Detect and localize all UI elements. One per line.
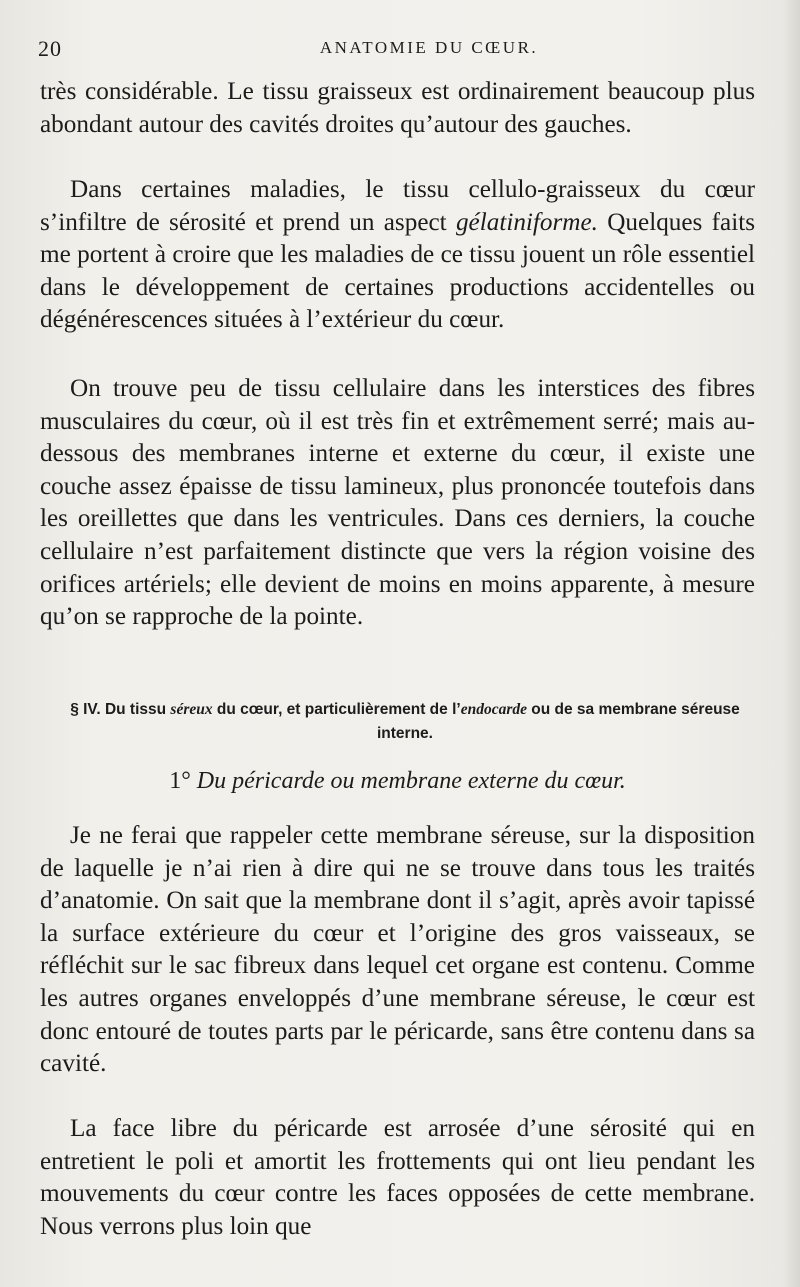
paragraph-5 <box>40 1113 755 1243</box>
paragraph-2-text-a: Dans certaines maladies, le tissu cellulo-graisseux du cœur s’infiltre de sérosité et prend un aspect <box>40 176 755 236</box>
paragraph-2-text-b: Quelques faits me portent à croire que les maladies de ce tissu jouent un rôle essentiel dans le développement de certaines productions accidentelles ou dégénérescences situées à l’extérieur du cœur. <box>40 208 755 334</box>
paragraph-4 <box>40 820 755 1081</box>
emphasis-gelatiniforme: gélatiniforme. <box>455 208 598 236</box>
page-number: 20 <box>38 36 62 61</box>
running-head: ANATOMIE DU CŒUR. <box>319 38 539 57</box>
page-header <box>38 36 760 66</box>
emphasis-endocarde: endocarde <box>460 701 527 718</box>
paragraph-1 <box>40 76 755 141</box>
paragraph-5-text: La face libre du péricarde est arrosée d’une sérosité qui en entretient le poli et amortit les frottements qui ont lieu pendant les mouvements du cœur contre les faces opposées de cette membrane. Nous verrons plus loin que <box>40 1115 755 1240</box>
paragraph-3-text: On trouve peu de tissu cellulaire dans les interstices des fibres musculaires du cœur, où il est très fin et extrêmement serré; mais au-dessous des membranes interne et externe du cœur, il existe une couche assez épaisse de tissu lamineux, plus prononcée toutefois dans les oreillettes que dans les ventricules. Dans ces derniers, la couche cellulaire n’est parfaitement distincte que vers la région voisine des orifices artériels; elle devient de moins en moins apparente, à mesure qu’on se rapproche de la pointe. <box>40 375 755 631</box>
subsection-number: 1° <box>169 768 191 794</box>
paragraph-1-text: très considérable. Le tissu graisseux est ordinairement beaucoup plus abondant autour des cavités droites qu’autour des gauches. <box>40 78 755 138</box>
paragraph-2 <box>40 174 755 337</box>
emphasis-sereux: séreux <box>170 701 213 718</box>
section-heading: § IV. Du tissu séreux du cœur, et particulièrement de l’endocarde ou de sa membrane séreuse interne. <box>70 701 740 742</box>
paragraph-4-text: Je ne ferai que rappeler cette membrane séreuse, sur la disposition de laquelle je n’ai rien à dire qui ne se trouve dans tous les traités d’anatomie. On sait que la membrane dont il s’agit, après avoir tapissé la surface extérieure du cœur et l’origine des gros vaisseaux, se réfléchit sur le sac fibreux dans lequel cet organe est contenu. Comme les autres organes enveloppés d’une membrane séreuse, le cœur est donc entouré de toutes parts par le péricarde, sans être contenu dans sa cavité. <box>40 822 755 1078</box>
subsection-heading <box>40 768 755 795</box>
paragraph-3 <box>40 373 755 634</box>
subsection-title: Du péricarde ou membrane externe du cœur. <box>190 768 626 794</box>
